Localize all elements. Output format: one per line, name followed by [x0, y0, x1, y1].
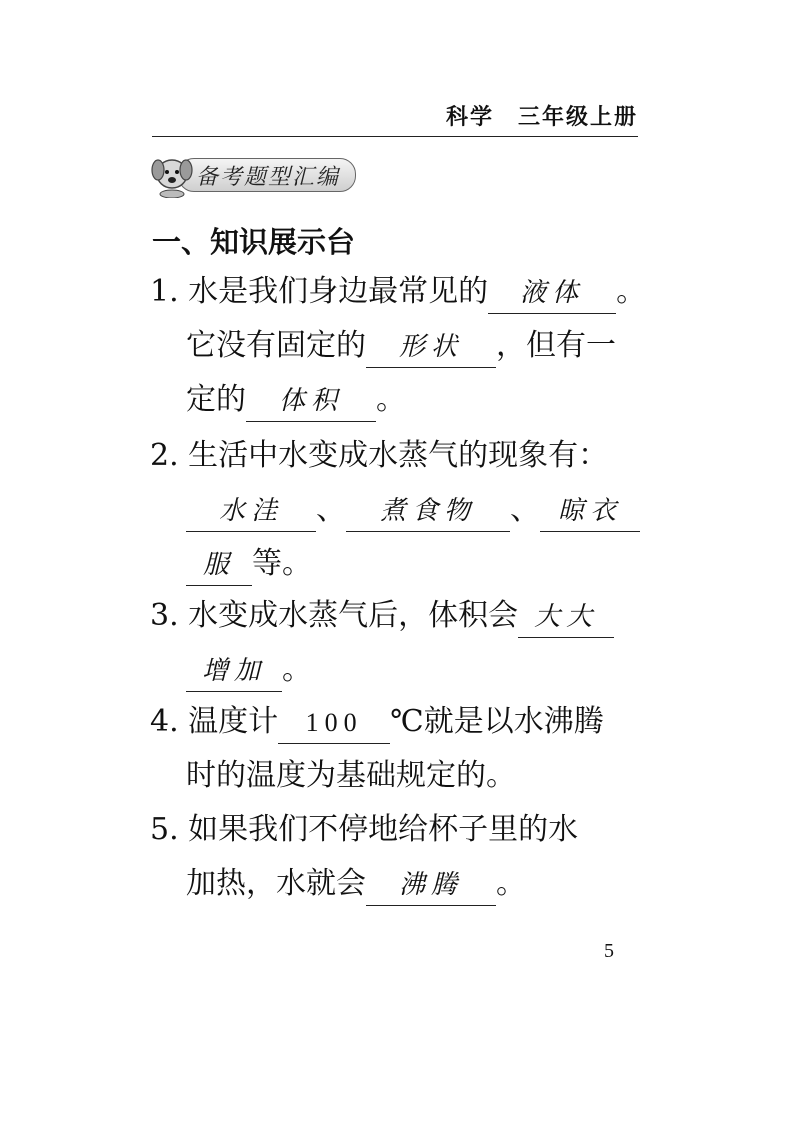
q2-separator: 、	[316, 492, 346, 527]
q2-answer-1: 水洼	[186, 491, 316, 532]
header-divider	[152, 136, 638, 137]
q2-answer-3a: 晾衣	[540, 491, 640, 532]
section-heading: 一、知识展示台	[152, 225, 356, 259]
q5-punct: 。	[496, 866, 526, 901]
q1-punct: 。	[616, 274, 647, 309]
q1-text: 它没有固定的	[186, 328, 366, 363]
q4-line-2: 时的温度为基础规定的。	[186, 758, 516, 793]
q5-line-2	[186, 858, 526, 910]
q1-line-1	[150, 266, 646, 318]
q3-text: 3. 水变成水蒸气后，体积会	[150, 598, 519, 633]
q4-line-1	[150, 696, 604, 748]
q2-text: 等。	[252, 546, 312, 581]
dog-mascot-icon	[150, 152, 198, 198]
q2-answer-3b: 服	[186, 545, 252, 586]
q1-answer-2: 形状	[366, 327, 496, 368]
q3-line-1	[150, 590, 614, 642]
q1-answer-3: 体积	[246, 381, 376, 422]
q5-text: 加热，水就会	[186, 866, 366, 901]
q1-line-2	[186, 320, 616, 372]
banner-label: 备考题型汇编	[196, 165, 341, 190]
q3-answer-a: 大大	[518, 597, 614, 638]
q3-punct: 。	[282, 652, 312, 687]
q2-line-1: 2. 生活中水变成水蒸气的现象有：	[150, 438, 609, 473]
q4-text: ℃就是以水沸腾	[390, 704, 604, 739]
q2-separator: 、	[510, 492, 540, 527]
q4-text: 4. 温度计	[150, 704, 279, 739]
q1-text: 定的	[186, 382, 246, 417]
q2-answer-2: 煮食物	[346, 491, 510, 532]
section-banner	[150, 152, 356, 198]
q5-line-1: 5. 如果我们不停地给杯子里的水	[150, 812, 579, 847]
q1-text: ，但有一	[496, 328, 616, 363]
q2-line-2	[186, 484, 640, 536]
header-title: 科学 三年级上册	[445, 105, 638, 130]
q1-text: 1. 水是我们身边最常见的	[150, 274, 489, 309]
q1-punct: 。	[376, 382, 406, 417]
page-number: 5	[604, 940, 614, 962]
q3-line-2	[186, 644, 312, 696]
q1-line-3	[186, 374, 406, 426]
q3-answer-b: 增加	[186, 651, 282, 692]
q5-answer: 沸腾	[366, 865, 496, 906]
q1-answer-1: 液体	[488, 273, 616, 314]
q2-line-3	[186, 538, 312, 590]
q4-answer: 100	[278, 703, 390, 744]
